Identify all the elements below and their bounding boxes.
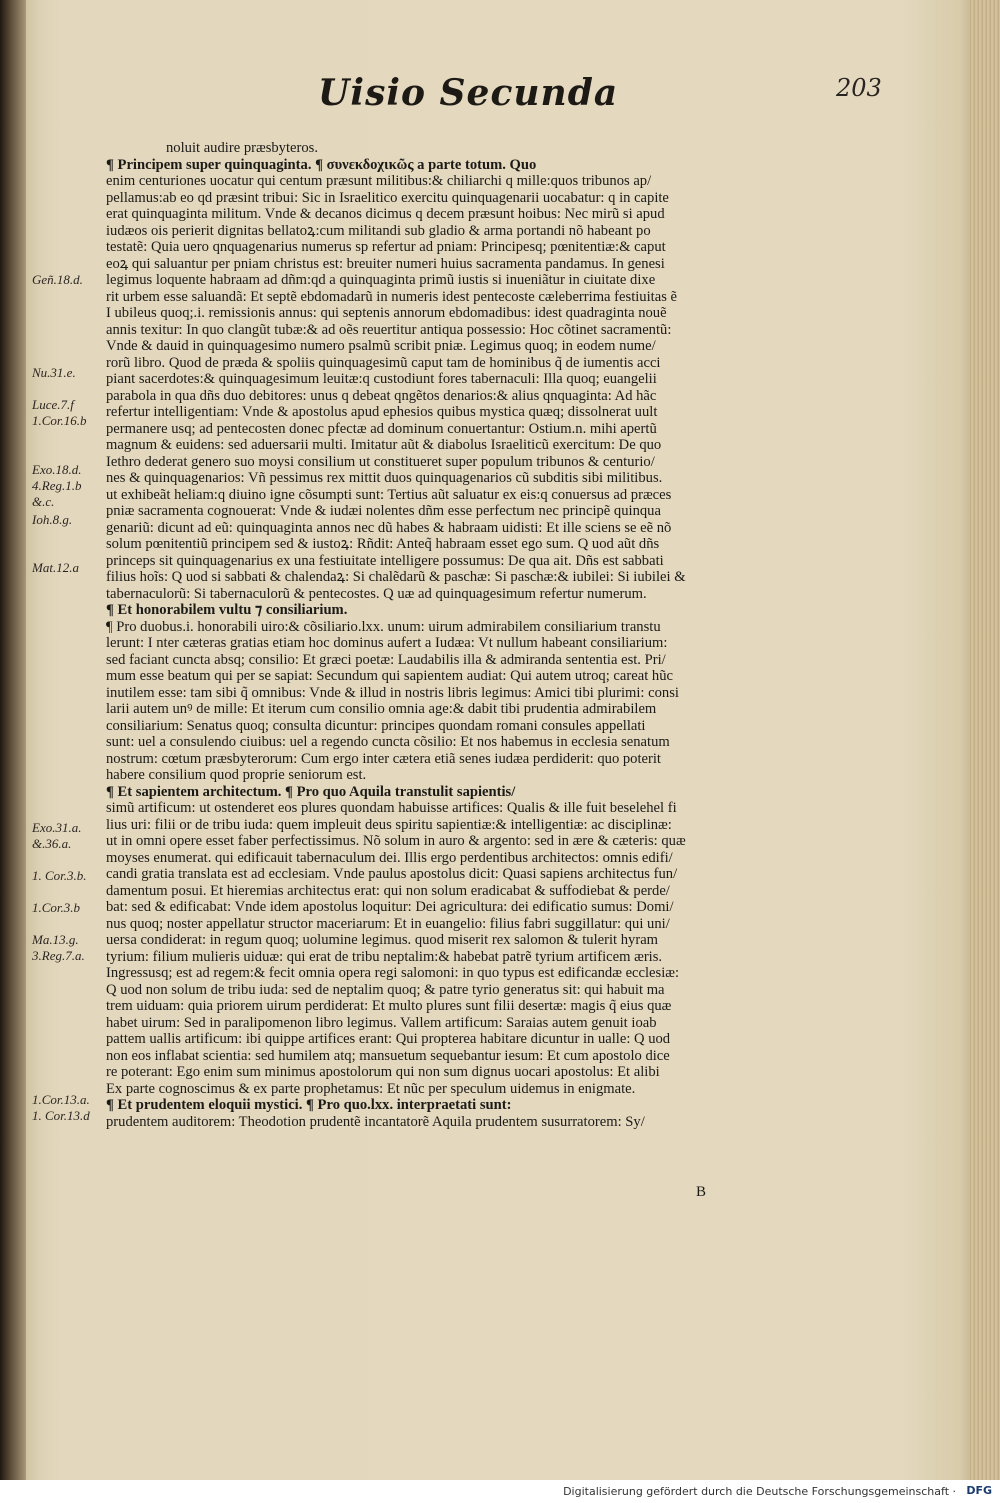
text-line: tyrium: filium mulieris uiduæ: qui erat de tribu neptalim:& habebat patrẽ tyrium artificem æris. [106, 948, 663, 965]
margin-note: 1.Cor.16.b [32, 413, 87, 428]
margin-note: 1.Cor.13.a. [32, 1092, 90, 1107]
margin-note: Exo.31.a. [32, 820, 82, 835]
margin-note: Ma.13.g. [32, 932, 79, 947]
margin-note: Nu.31.e. [32, 365, 76, 380]
text-line: legimus loquente habraam ad dñm:qd a quinquaginta primũ iustis si inueniãtur in ciuitate dixe [106, 272, 656, 288]
text-line: Iethro dederat genero suo moysi consilium ut constitueret super populum tribunos & centurio/ [106, 453, 655, 470]
page-stack-edge [970, 0, 1000, 1503]
text-line: nes & quinquagenarios: Vñ pessimus rex mittit duos quinquagenarios cũ subditis sibi militibus. [106, 470, 663, 486]
text-line: eoꝝ qui saluantur per pniam christus est: breuiter numeri huius sacramenta pandamus. In genesi [106, 255, 665, 272]
text-line: lerunt: I nter cæteras gratias etiam hoc dominus aufert a Iudæa: Vt nullum habeant consiliarium: [106, 635, 668, 651]
margin-note: 3.Reg.7.a. [32, 948, 85, 963]
margin-note: 1.Cor.3.b [32, 900, 81, 915]
text-line: habet uirum: Sed in paralipomenon libro legimus. Vallem artificum: Saraias autem genuit ioab [106, 1014, 657, 1031]
text-line: Ingressusq; est ad regem:& fecit omnia opera regi salomoni: in quo typus est edificandæ ecclesiæ: [106, 965, 680, 981]
text-line: erat quinquaginta militum. Vnde & decanos dicimus q decem præsunt hoibus: Nec mirũ si apud [106, 206, 665, 222]
text-line: genariũ: dicunt ad eũ: quinquaginta annos nec dũ habes & habraam uidisti: Et ille sciens se eẽ nõ [106, 519, 672, 536]
text-line: nus quoq; noster appellatur structor maceriarum: Et in euangelio: filius fabri suggillatur: qui uni/ [106, 915, 670, 932]
text-line: ut exhibeãt heliam:q diuino igne cõsumpti sunt: Tertius aũt saluatur ex eis:q conuersus ad præces [106, 486, 672, 503]
text-line: tabernaculorũ: Si tabernaculorũ & pentecostes. Q uæ ad quinquagesimum refertur numerum. [106, 585, 647, 602]
text-line: Ex parte cognoscimus & ex parte prophetamus: Et nũc per speculum uidemus in enigmate. [106, 1080, 636, 1097]
margin-note: &.c. [32, 494, 55, 509]
text-line: lius uri: filii or de tribu iuda: quem impleuit deus spiritu sapientiæ:& intelligentiæ: ac disciplinæ: [106, 816, 672, 833]
signature-mark: B [696, 1184, 707, 1200]
text-line: pattem uallis artificum: ibi quippe artifices erant: Qui propterea habitare dicuntur in ualle: Q uod [106, 1031, 671, 1047]
folio-number: 203 [836, 74, 882, 102]
text-line: testatẽ: Quia uero qnquagenarius numerus sp refertur ad pniam: Principesq; pœnitentiæ:& caput [106, 239, 666, 255]
text-line: solum pœnitentiũ principem sed & iustoꝝ: Rñdit: Anteq̃ habraam esset ego sum. Q uod aũt dñs [106, 536, 660, 552]
left-page-edge [0, 0, 26, 1503]
margin-note: Geñ.18.d. [32, 272, 83, 287]
text-line: permanere usq; ad pentecosten donec pfectæ ad dominum conuertantur: Ostium.n. mihi apertũ [106, 420, 657, 437]
dfg-logo: DFG [966, 1484, 992, 1497]
funding-credit: Digitalisierung gefördert durch die Deutsche Forschungsgemeinschaft · [563, 1485, 956, 1498]
text-line: filius hoĩs: Q uod si sabbati & chalendaꝝ: Si chalẽdarũ & paschæ: Si paschæ:& iubilei: Si iubilei & [106, 569, 686, 585]
text-line: candi gratia translata est ad ecclesiam. Vnde paulus apostolus dicit: Quasi sapiens architectus fun/ [106, 866, 678, 882]
text-line: iudæos ois perierit dignitas bellatoꝝ:cum militandi sub gladio & arma portandi nõ habeant po [106, 222, 651, 239]
margin-note: Luce.7.f [32, 397, 74, 412]
text-line: refertur intelligentiam: Vnde & apostolus apud ephesios quibus mystica quæq; dissolnerat uult [106, 404, 658, 420]
text-line: re poterant: Ego enim sum minimus apostolorum qui non sum dignus uocari apostolus: Et alibi [106, 1064, 660, 1080]
text-line: Q uod non solum de tribu iuda: sed de neptalim quoq; & patre tyrio generatus sit: qui habuit ma [106, 981, 665, 998]
text-line: annis texitur: In quo clangũt tubæ:& ad oẽs reuertitur antiqua possessio: Hoc cõtinet sacramentũ: [106, 321, 672, 338]
text-line: Vnde & dauid in quinquagesimo numero psalmũ scribit pniæ. Legimus quoq; in eodem nume/ [106, 338, 656, 354]
text-line: consiliarium: Senatus quoq; consulta dicuntur: principes quondam romani consules appellati [106, 717, 646, 734]
text-line: trem uiduam: quia priorem uirum perdiderat: Et multo plures sunt filii desertæ: magis q̃ eius quæ [106, 998, 672, 1014]
rubric-line: ¶ Principem super quinquaginta. ¶ συνεκδοχικῶς a parte totum. Quo [106, 156, 537, 173]
text-line: uersa condiderat: in regum quoq; uolumine legimus. quod miserit rex salomon & tulerit hyram [106, 932, 659, 948]
rubric-line: ¶ Et honorabilem vultu ⁊ consiliarium. [106, 602, 348, 618]
text-line: enim centuriones uocatur qui centum præsunt militibus:& chiliarchi q mille:quos tribunos ap/ [106, 173, 652, 189]
text-line: inutilem esse: tam sibi q̃ omnibus: Vnde & illud in nostris libris legimus: Amici tibi plurimi: consi [106, 684, 679, 701]
text-line: bat: sed & edificabat: Vnde idem apostolus loquitur: Dei agricultura: dei edificatio sumus: Domi/ [106, 899, 674, 915]
rubric-line: ¶ Et prudentem eloquii mystici. ¶ Pro quo.lxx. interpraetati sunt: [106, 1097, 512, 1113]
text-line: parabola in qua dñs duo debitores: unus q debeat qngẽtos denarios:& alius qnquaginta: Ad hãc [106, 387, 657, 404]
margin-note: Ioh.8.g. [32, 512, 73, 527]
margin-note: Mat.12.a [32, 560, 79, 575]
footer-bar [0, 1480, 1000, 1503]
text-line: sed faciant cuncta absq; consilio: Et græci poetæ: Laudabilis illa & admiranda sententia est. Pri/ [106, 651, 666, 668]
text-line: damentum posui. Et hieremias architectus erat: qui non solum eradicabat & suffodiebat & perde/ [106, 882, 670, 899]
text-line: moyses enumerat. qui edificauit tabernaculum dei. Illis ergo perdentibus architectos: omnis edifi/ [106, 849, 673, 866]
text-line: ut in omni opere esset faber perfectissimus. Nõ solum in auro & argento: sed in ære & cæteris: quæ [106, 833, 686, 849]
margin-note: 4.Reg.1.b [32, 478, 82, 493]
margin-note: Exo.18.d. [32, 462, 82, 477]
margin-note: 1. Cor.3.b. [32, 868, 87, 883]
text-line: mum esse beatum qui per se sapiat: Secundum qui sapientem audiat: Qui autem utroq; careat hũc [106, 668, 673, 684]
text-line: prudentem auditorem: Theodotion prudentẽ incantatorẽ Aquila prudentem susurratorem: Sy/ [106, 1113, 645, 1130]
text-line: magnum & euidens: sed aduersarii multi. Imitatur aũt & diabolus Israeliticũ exercitum: De quo [106, 437, 662, 453]
text-line: princeps sit quinquagenarius ex una festiuitate intelligere possumus: De qua ait. Dñs est sabbati [106, 552, 664, 569]
text-line: rorũ libro. Quod de præda & spoliis quinquagesimũ caput tam de hominibus q̃ de iumentis acci [106, 354, 661, 371]
text-line: I ubileus quoq;.i. remissionis annus: qui septenis annorum ebdomadibus: idest quadraginta nouẽ [106, 305, 667, 321]
text-line: pellamus:ab eo qd præsint tribui: Sic in Israelitico exercitu quinquagenarii uocabatur: q in capite [106, 189, 669, 206]
text-line: simũ artificum: ut ostenderet eos plures quondam habuisse artifices: Qualis & ille fuit beselehel fi [106, 800, 677, 816]
text-line: rit urbem esse saluandã: Et septẽ ebdomadarũ in numeris idest pentecoste cæleberrima festiuitas ẽ [106, 288, 677, 305]
text-line: larii autem unꝰ de mille: Et iterum cum consilio omnia age:& dabit tibi prudentia admirabilem [106, 701, 657, 717]
text-line: non eos inflabat scientia: sed humilem atq; mansuetum sequebantur iesum: Et cum apostolo dice [106, 1047, 670, 1064]
text-line: sunt: uel a consulendo ciuibus: uel a regendo cuncta cõsilio: Et nos habemus in ecclesia senatum [106, 734, 670, 750]
running-header: Uisio Secunda [318, 72, 619, 114]
margin-note: 1. Cor.13.d [32, 1108, 90, 1123]
page [28, 0, 970, 1460]
text-line: noluit audire præsbyteros. [166, 140, 318, 156]
text-line: habere consilium quod proprie seniorum est. [106, 767, 367, 783]
body-text [106, 140, 798, 1130]
text-line: piant sacerdotes:& quinquagesimum leuitæ:q custodiunt fores tabernaculi: Illa quoq; euangelii [106, 371, 657, 387]
margin-note: &.36.a. [32, 836, 72, 851]
text-line: ¶ Pro duobus.i. honorabili uiro:& cõsiliario.lxx. unum: uirum admirabilem consiliarium transtu [106, 618, 661, 635]
text-line: nostrum: cœtum præsbyterorum: Cum ergo inter cætera etiã senes iudæa perdiderit: quo poterit [106, 750, 661, 767]
text-line: pniæ sacramenta cognouerat: Vnde & iudæi nolentes dñm esse perfectum nec principẽ quinqua [106, 503, 661, 519]
rubric-line: ¶ Et sapientem architectum. ¶ Pro quo Aquila transtulit sapientis/ [106, 783, 516, 800]
